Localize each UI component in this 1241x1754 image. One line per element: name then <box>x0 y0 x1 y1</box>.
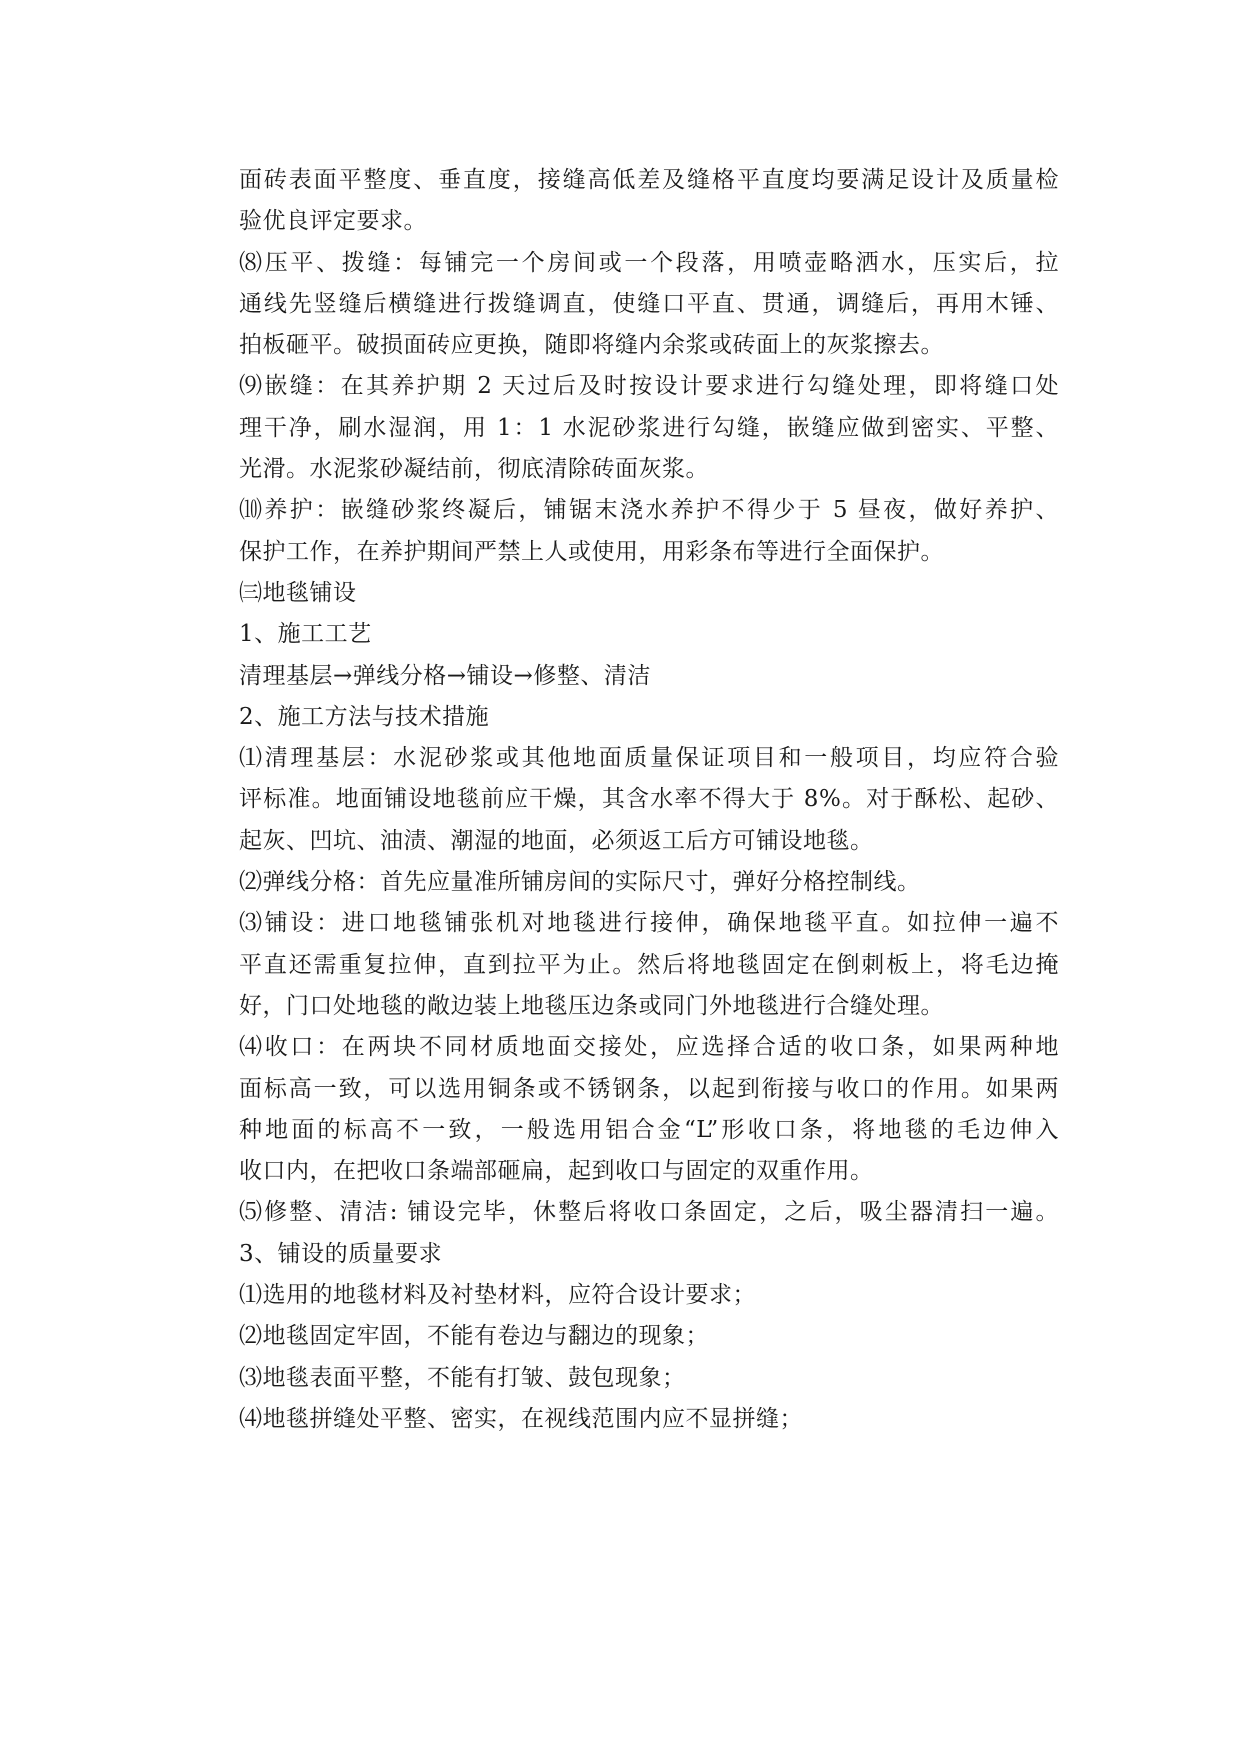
list-item: ⑷地毯拼缝处平整、密实，在视线范围内应不显拼缝； <box>239 1405 803 1432</box>
subsection-heading: 3、铺设的质量要求 <box>239 1240 443 1267</box>
paragraph-line: 种地面的标高不一致，一般选用铝合金“L”形收口条，将地毯的毛边伸入 <box>239 1116 1059 1143</box>
paragraph-line: ⑶铺设：进口地毯铺张机对地毯进行接伸，确保地毯平直。如拉伸一遍不 <box>239 910 1059 937</box>
paragraph-line: ⑵弹线分格：首先应量准所铺房间的实际尺寸，弹好分格控制线。 <box>239 869 921 896</box>
paragraph-line: 通线先竖缝后横缝进行拨缝调直，使缝口平直、贯通，调缝后，再用木锤、 <box>239 290 1059 317</box>
process-flow: 清理基层→弹线分格→铺设→修整、清洁 <box>239 662 651 689</box>
paragraph-line: 拍板砸平。破损面砖应更换，随即将缝内余浆或砖面上的灰浆擦去。 <box>239 332 944 359</box>
paragraph-line: 保护工作，在养护期间严禁上人或使用，用彩条布等进行全面保护。 <box>239 538 944 565</box>
document-body <box>239 160 1059 1440</box>
paragraph-line: 收口内，在把收口条端部砸扁，起到收口与固定的双重作用。 <box>239 1158 874 1185</box>
list-item: ⑵地毯固定牢固，不能有卷边与翻边的现象； <box>239 1323 709 1350</box>
list-item: ⑶地毯表面平整，不能有打皱、鼓包现象； <box>239 1364 686 1391</box>
list-item: ⑴选用的地毯材料及衬垫材料，应符合设计要求； <box>239 1282 756 1309</box>
paragraph-line: ⑷收口：在两块不同材质地面交接处，应选择合适的收口条，如果两种地 <box>239 1034 1059 1061</box>
paragraph-line: ⑽养护：嵌缝砂浆终凝后，铺锯末浇水养护不得少于 5 昼夜，做好养护、 <box>239 497 1059 524</box>
paragraph-line: 理干净，刷水湿润，用 1：1 水泥砂浆进行勾缝，嵌缝应做到密实、平整、 <box>239 414 1059 441</box>
section-heading: ㈢地毯铺设 <box>239 579 357 606</box>
paragraph-line: ⑸修整、清洁: 铺设完毕，休整后将收口条固定，之后，吸尘器清扫一遍。 <box>239 1199 1059 1226</box>
paragraph-line: 平直还需重复拉伸，直到拉平为止。然后将地毯固定在倒刺板上，将毛边掩 <box>239 951 1059 978</box>
paragraph-line: ⑼嵌缝：在其养护期 2 天过后及时按设计要求进行勾缝处理，即将缝口处 <box>239 373 1059 400</box>
subsection-heading: 2、施工方法与技术措施 <box>239 703 490 730</box>
paragraph-line: ⑴清理基层：水泥砂浆或其他地面质量保证项目和一般项目，均应符合验 <box>239 745 1059 772</box>
paragraph-line: 面砖表面平整度、垂直度，接缝高低差及缝格平直度均要满足设计及质量检 <box>239 167 1059 193</box>
paragraph-line: 光滑。水泥浆砂凝结前，彻底清除砖面灰浆。 <box>239 456 709 483</box>
paragraph-line: 面标高一致，可以选用铜条或不锈钢条，以起到衔接与收口的作用。如果两 <box>239 1075 1059 1102</box>
paragraph-line: 评标准。地面铺设地毯前应干燥，其含水率不得大于 8%。对于酥松、起砂、 <box>239 786 1059 813</box>
paragraph-line: 验优良评定要求。 <box>239 208 427 235</box>
paragraph-line: 起灰、凹坑、油渍、潮湿的地面，必须返工后方可铺设地毯。 <box>239 827 874 854</box>
paragraph-line: ⑻压平、拨缝：每铺完一个房间或一个段落，用喷壶略洒水，压实后，拉 <box>239 249 1059 276</box>
paragraph-line: 好，门口处地毯的敞边装上地毯压边条或同门外地毯进行合缝处理。 <box>239 992 944 1019</box>
subsection-heading: 1、施工工艺 <box>239 621 372 648</box>
